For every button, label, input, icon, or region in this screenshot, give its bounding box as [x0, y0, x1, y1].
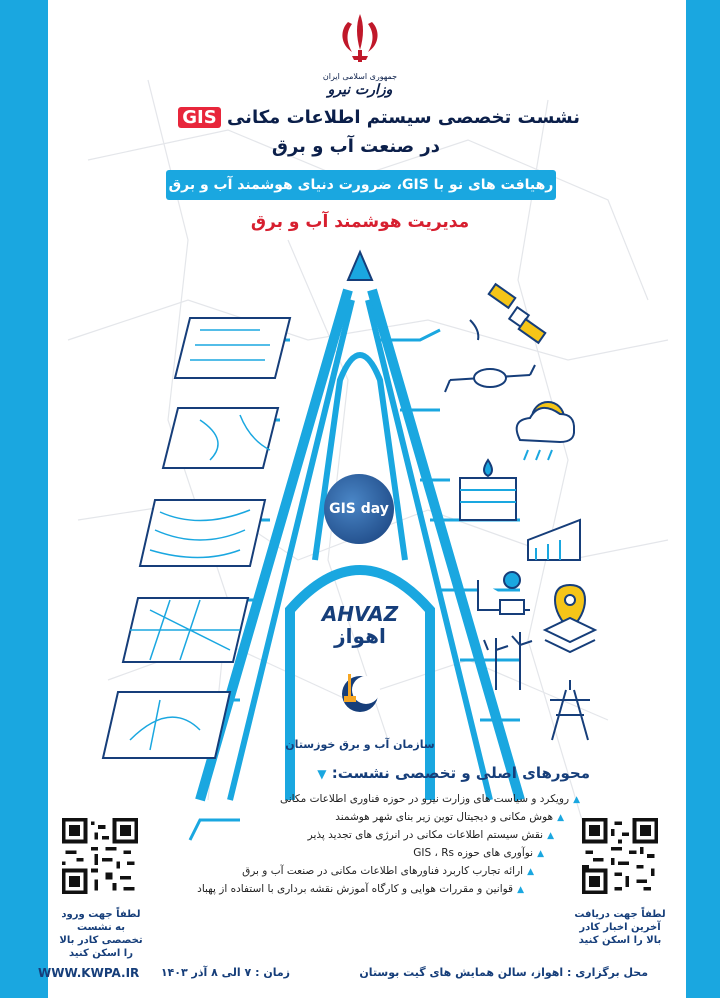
triangle-bullet-icon: ▼: [317, 767, 327, 781]
website-link[interactable]: WWW.KWPA.IR: [38, 966, 140, 980]
event-subtitle: در صنعت آب و برق: [271, 136, 440, 157]
list-item: ▲قوانین و مقررات هوایی و کارگاه آموزش نقشه برداری با استفاده از پهباد: [197, 883, 524, 895]
qr-right-caption: لطفاً جهت دریافت آخرین اخبار کادر بالا را اسکن کنید: [574, 909, 666, 946]
dam-icon: [528, 520, 580, 560]
list-item: ▲ارائه تجارب کاربرد فناورهای اطلاعات مکانی در صنعت آب و برق: [242, 865, 534, 877]
qr-left-caption: لطفاً جهت ورود به نشست تخصصی کادر بالا را اسکن کنید: [59, 909, 143, 959]
gis-badge: GIS: [178, 107, 220, 128]
terrain-map-icon: [163, 408, 278, 468]
list-item: ▲نوآوری های حوزه GIS ، Rs: [413, 847, 544, 859]
ministry-caption: جمهوری اسلامی ایران: [322, 72, 398, 81]
ahvaz-logo-en: AHVAZ: [321, 602, 399, 626]
parcel-map-icon: [175, 318, 290, 378]
triangle-bullet-icon: ▲: [517, 885, 524, 895]
road-map-icon: [103, 692, 230, 758]
list-item: ▲رویکرد و سیاست های وزارت نیرو در حوزه فناوری اطلاعات مکانی: [279, 793, 580, 805]
power-tower-icon: [550, 680, 590, 740]
event-title-text: نشست تخصصی سیستم اطلاعات مکانی: [226, 107, 580, 128]
event-entry-qr-code[interactable]: [62, 818, 138, 894]
organization-name: سازمان آب و برق خوزستان: [285, 738, 435, 751]
satellite-icon: [470, 284, 545, 343]
smart-management-heading: مدیریت هوشمند آب و برق: [250, 212, 470, 232]
triangle-bullet-icon: ▲: [557, 813, 564, 823]
location-layers-icon: [545, 585, 595, 652]
list-item: ▲هوش مکانی و دیجیتال توین زیر بنای شهر هوشمند: [335, 811, 564, 823]
contour-map-icon: [140, 500, 265, 566]
news-qr-code[interactable]: [582, 818, 658, 894]
weather-cloud-icon: [517, 402, 574, 460]
event-venue: محل برگزاری : اهواز، سالن همایش های گیت بوستان: [359, 966, 648, 979]
topics-heading-text: محورهای اصلی و تخصصی نشست:: [331, 764, 590, 782]
triangle-bullet-icon: ▲: [527, 867, 534, 877]
ministry-name: وزارت نیرو: [327, 82, 393, 98]
triangle-bullet-icon: ▲: [573, 795, 580, 805]
water-reservoir-icon: [460, 460, 516, 520]
ahvaz-logo-fa: اهواز: [334, 624, 386, 648]
water-pipe-valve-icon: [478, 572, 530, 614]
event-time: زمان : ۷ الی ۸ آذر ۱۴۰۳: [160, 966, 290, 979]
triangle-bullet-icon: ▲: [537, 849, 544, 859]
triangle-bullet-icon: ▲: [547, 831, 554, 841]
topics-heading: [270, 764, 590, 782]
list-item: ▲نقش سیستم اطلاعات مکانی در انرژی های تجدید پذیر: [307, 829, 554, 841]
theme-banner: رهیافت های نو با GIS، ضرورت دنیای هوشمند آب و برق: [166, 170, 556, 200]
tower-tip: [348, 252, 372, 280]
street-grid-map-icon: [123, 598, 248, 662]
kwpa-logo-icon: [338, 668, 380, 716]
topics-list: [160, 790, 580, 898]
drone-icon: [445, 365, 535, 392]
gis-day-logo: GIS day: [324, 474, 394, 544]
